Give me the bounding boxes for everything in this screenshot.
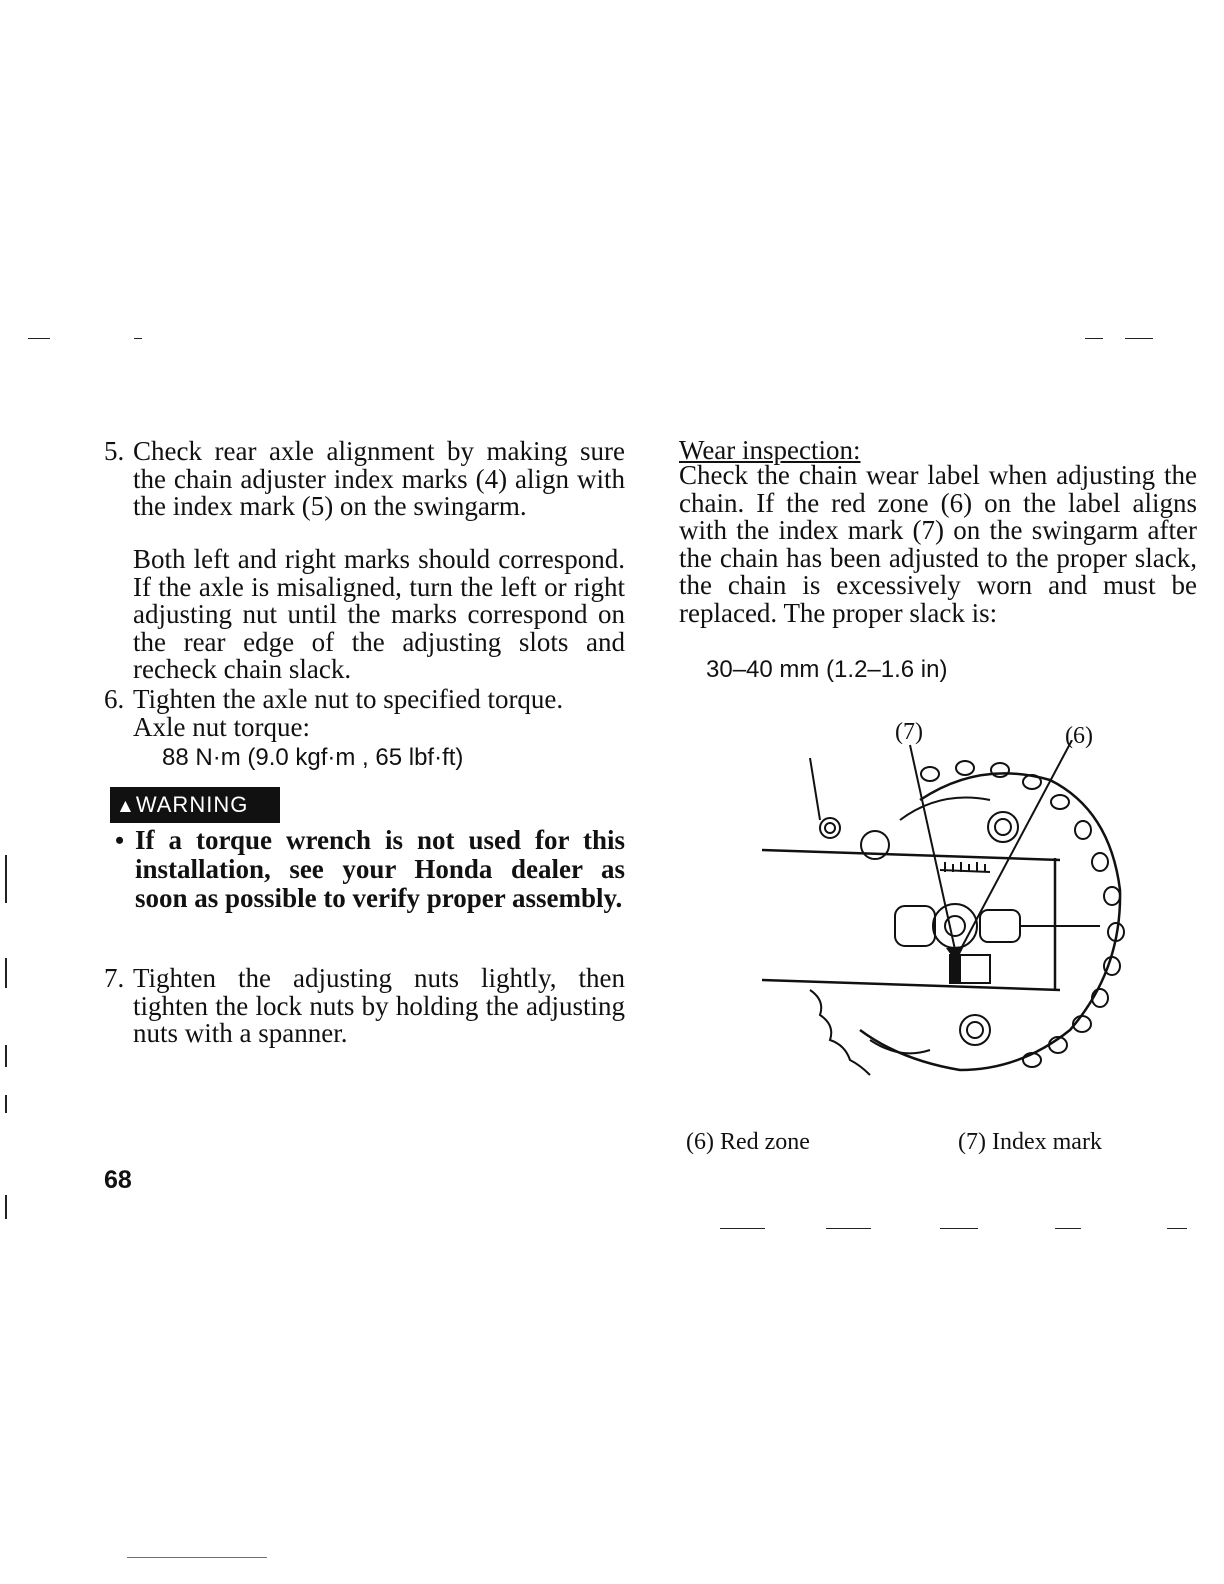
step-number: 7. — [104, 963, 125, 993]
scan-mark — [5, 1045, 7, 1067]
step-6-text: Tighten the axle nut to specified torque. — [133, 684, 564, 714]
scan-mark — [720, 1228, 765, 1229]
warning-triangle-icon: ▲ — [116, 796, 136, 817]
caption-red-zone: (6) Red zone — [686, 1129, 810, 1155]
step-number: 5. — [104, 436, 125, 466]
scan-mark — [5, 958, 7, 988]
torque-label: Axle nut torque: — [133, 712, 310, 742]
step-number: 6. — [104, 684, 125, 714]
scan-mark — [1167, 1228, 1187, 1229]
step-5-detail: Both left and right marks should correspond. If the axle is misaligned, turn the left or right adjusting nut until the marks correspond on the rear edge of the adjusting slots and recheck chain slack. — [133, 544, 625, 684]
callout-index-mark: (7) — [895, 719, 923, 745]
scan-mark — [1055, 1228, 1081, 1229]
warning-badge — [110, 787, 280, 823]
scan-mark — [1125, 338, 1153, 339]
warning-label: WARNING — [135, 792, 249, 817]
torque-value: 88 N·m (9.0 kgf·m , 65 lbf·ft) — [162, 744, 464, 771]
step-5-text: Check rear axle alignment by making sure the chain adjuster index marks (4) align with the index mark (5) on the swingarm. — [133, 436, 625, 521]
callout-red-zone: (6) — [1065, 723, 1093, 749]
scan-mark — [5, 1095, 7, 1113]
slack-value: 30–40 mm (1.2–1.6 in) — [706, 656, 948, 683]
warning-bullet: • — [115, 826, 125, 855]
scan-mark — [134, 338, 142, 339]
wear-inspection-text: Check the chain wear label when adjusting the chain. If the red zone (6) on the label aligns with the index mark (7) on the swingarm after the chain has been adjusted to the proper slack, the chain is excessively worn and must be replaced. The proper slack is: — [679, 460, 1197, 628]
step-7-text: Tighten the adjusting nuts lightly, then tighten the lock nuts by holding the adjusting nuts with a spanner. — [133, 963, 625, 1048]
chain-links — [921, 761, 1124, 1067]
scan-mark — [940, 1228, 978, 1229]
scan-mark — [5, 1195, 7, 1219]
page-number: 68 — [104, 1166, 132, 1194]
caption-index-mark: (7) Index mark — [958, 1129, 1102, 1155]
chain-wear-diagram — [750, 740, 1140, 1080]
scan-mark — [1085, 338, 1103, 339]
scan-mark — [127, 1557, 267, 1558]
scan-mark — [28, 338, 50, 339]
scan-mark — [5, 855, 7, 903]
section-heading: Wear inspection: — [679, 435, 861, 465]
scan-mark — [826, 1228, 871, 1229]
warning-text: If a torque wrench is not used for this installation, see your Honda dealer as soon as possible to verify proper assembly. — [135, 825, 625, 913]
